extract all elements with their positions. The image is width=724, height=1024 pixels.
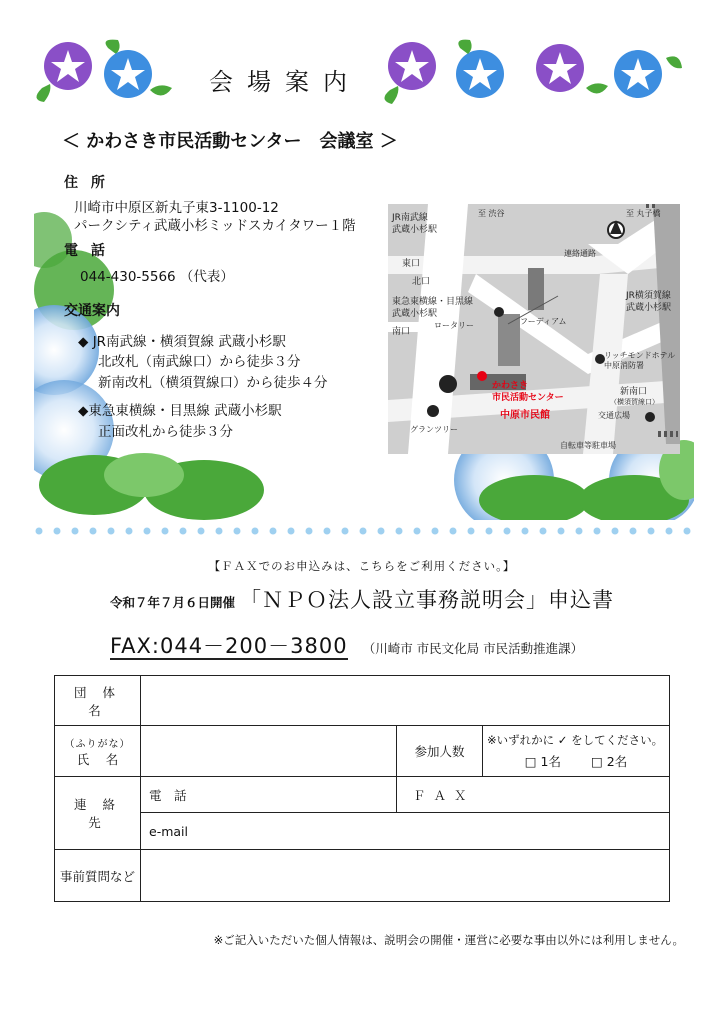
map-label: リッチモンドホテル xyxy=(604,351,676,360)
map-label: ロータリー xyxy=(434,321,474,330)
access-route-2-line-1: 正面改札から徒歩３分 xyxy=(98,424,233,440)
contact-label: 連 絡 先 xyxy=(55,777,141,850)
check-note: ※いずれかに ✓ をしてください。 xyxy=(487,733,664,747)
tel-label: 電 話 xyxy=(149,787,187,803)
participants-label: 参加人数 xyxy=(397,726,483,777)
form-heading: 「ＮＰＯ法人設立事務説明会」申込書 xyxy=(240,588,615,612)
phone-label: 電 話 xyxy=(64,243,109,259)
form-title xyxy=(0,584,724,614)
flower-icon xyxy=(384,42,436,104)
address-line-1: 川崎市中原区新丸子東3-1100-12 xyxy=(74,200,279,216)
map-label: 東急東横線・目黒線 xyxy=(392,297,474,307)
map-label: 武蔵小杉駅 xyxy=(392,309,438,319)
name-field[interactable] xyxy=(141,726,397,777)
map-label: 新南口 xyxy=(620,387,648,397)
map-label: グランツリー xyxy=(410,425,458,434)
fax-department: （川崎市 市民文化局 市民活動推進課） xyxy=(362,641,584,656)
fax-number: FAX:044－200－3800 xyxy=(110,634,348,658)
map-label: JR横須賀線 xyxy=(626,291,671,301)
flower-icon xyxy=(456,40,504,98)
bullet-icon: ◆ xyxy=(78,334,93,350)
access-route-1-line-1: 北改札（南武線口）から徒歩３分 xyxy=(98,354,301,370)
group-name-label: 団 体 名 xyxy=(55,676,141,726)
dotted-divider xyxy=(34,526,694,536)
flower-icon xyxy=(36,42,92,102)
furigana-label: （ふりがな） xyxy=(64,738,131,750)
access-route-2-title: ◆東急東横線・目黒線 武蔵小杉駅 xyxy=(78,403,282,419)
fax-instruction: 【ＦＡＸでのお申込みは、こちらをご利用ください。】 xyxy=(208,559,516,573)
map-label: 市民活動センター xyxy=(492,393,564,403)
map-building xyxy=(498,314,520,366)
email-field[interactable] xyxy=(141,813,670,850)
event-date: 令和７年７月６日開催 xyxy=(109,595,235,610)
name-label: 氏 名 xyxy=(76,751,119,767)
map-label: 南口 xyxy=(392,327,411,337)
tel-field[interactable] xyxy=(141,777,397,813)
fax-field-label: ＦＡＸ xyxy=(413,787,475,803)
questions-field[interactable] xyxy=(141,850,670,902)
map-marker-icon xyxy=(427,405,439,417)
access-route-1-line-2: 新南改札（横須賀線口）から徒歩４分 xyxy=(98,375,328,391)
bullet-icon: ◆ xyxy=(78,403,89,419)
privacy-note: ※ご記入いただいた個人情報は、説明会の開催・運営に必要な事由以外には利用しません。 xyxy=(213,933,684,947)
map-label: （横須賀線口） xyxy=(610,398,659,406)
map-label: JR南武線 xyxy=(392,213,428,223)
map-marker-icon xyxy=(645,412,655,422)
map-label: 中原市民館 xyxy=(500,410,550,421)
map-label: 中原消防署 xyxy=(604,361,644,370)
map-building xyxy=(528,268,544,310)
questions-label: 事前質問など xyxy=(55,850,141,902)
map-label: かわさき xyxy=(492,381,529,391)
fax-info xyxy=(110,630,583,660)
access-label: 交通案内 xyxy=(64,303,120,319)
flower-icon xyxy=(614,50,682,98)
group-name-field[interactable] xyxy=(141,676,670,726)
venue-marker-icon xyxy=(477,371,487,381)
map-label: 至 渋谷 xyxy=(478,209,505,218)
flower-icon xyxy=(536,44,608,94)
address-label: 住 所 xyxy=(64,175,109,191)
option-2-checkbox[interactable]: □ 2名 xyxy=(590,754,628,769)
map-label: 至 丸子橋 xyxy=(626,209,661,218)
flower-icon xyxy=(104,40,172,98)
name-label-cell xyxy=(55,726,141,777)
map-label: 武蔵小杉駅 xyxy=(392,225,438,235)
map-label: 交通広場 xyxy=(598,411,630,420)
map-label: 武蔵小杉駅 xyxy=(626,303,672,313)
address-line-2: パークシティ武蔵小杉ミッドスカイタワー１階 xyxy=(74,218,356,234)
option-1-checkbox[interactable]: □ 1名 xyxy=(524,754,562,769)
map-label: 自転車等駐車場 xyxy=(560,441,616,450)
phone-number: 044-430-5566 （代表） xyxy=(80,269,234,285)
map-marker-icon xyxy=(439,375,457,393)
email-label: e-mail xyxy=(149,823,188,839)
map-label: 連絡通路 xyxy=(564,249,596,258)
map-label: 東口 xyxy=(402,259,421,269)
area-map xyxy=(388,204,680,454)
venue-name: ＜ かわさき市民活動センター 会議室 ＞ xyxy=(62,131,398,152)
fax-field[interactable] xyxy=(397,777,670,813)
application-form xyxy=(54,675,670,902)
map-marker-icon xyxy=(494,307,504,317)
map-label: フーディアム xyxy=(520,317,567,326)
access-route-1-title: ◆ JR南武線・横須賀線 武蔵小杉駅 xyxy=(78,334,286,350)
map-label: 北口 xyxy=(412,277,431,287)
participants-options xyxy=(483,726,670,777)
page-title: 会場案内 xyxy=(209,68,361,96)
